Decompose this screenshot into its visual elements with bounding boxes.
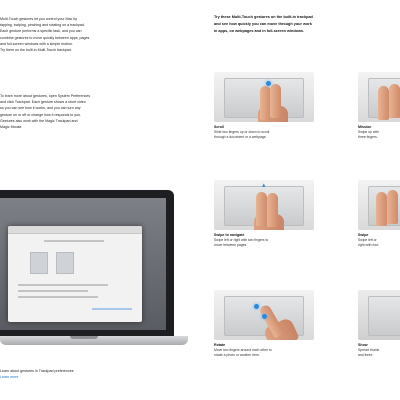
- gesture-image: [214, 180, 314, 230]
- finger-icon: [389, 84, 400, 118]
- text-line: combine gestures to move quickly between apps, pages: [0, 35, 90, 40]
- gesture-video-panel: [56, 252, 74, 274]
- touch-point-icon: [266, 81, 271, 86]
- text-line: Swipe up with: [358, 130, 379, 135]
- text-line: and see how quickly you can move through your work: [214, 22, 312, 26]
- text-line: three fingers.: [358, 135, 378, 140]
- setup-button: [92, 308, 132, 310]
- text-line: Multi-Touch gestures let you control your Mac by: [0, 17, 78, 21]
- gesture-description: [214, 130, 314, 140]
- gesture-card-rotate: [214, 290, 314, 359]
- text-line: so you can see how it works, and you can turn any: [0, 106, 81, 111]
- laptop-notch: [70, 336, 98, 339]
- gesture-video-panel: [30, 252, 48, 274]
- figure-caption: [0, 368, 74, 380]
- text-line: Swipe left or: [358, 238, 377, 243]
- text-line: Each gesture performs a specific task, and you can: [0, 29, 82, 34]
- touch-point-icon: [254, 304, 259, 309]
- gesture-card-show-desktop: [358, 290, 400, 359]
- text-line: and click Trackpad. Each gesture shows a short video: [0, 100, 86, 105]
- text-line: through a document or a webpage.: [214, 135, 267, 140]
- text-line: Spread thumb: [358, 348, 380, 353]
- laptop-lid: [0, 190, 174, 338]
- text-line: Try them on the built-in Multi-Touch trackpad.: [0, 48, 72, 53]
- text-line: Swipe left or right with two fingers to: [214, 238, 269, 243]
- gesture-image: [358, 180, 400, 230]
- gesture-image: [358, 290, 400, 340]
- learn-more-link[interactable]: Learn more: [0, 375, 19, 379]
- gesture-description: [358, 348, 400, 358]
- gesture-card-mission: [358, 72, 400, 141]
- intro-paragraph-2: [0, 93, 188, 130]
- text-line: To learn more about gestures, open System Preferences: [0, 94, 91, 98]
- gesture-description: [214, 348, 314, 358]
- text-line: rotate a photo or another item.: [214, 353, 260, 358]
- gesture-description: [358, 130, 400, 140]
- gesture-description: [358, 238, 400, 248]
- setting-row: [18, 290, 88, 292]
- gesture-title: Show: [358, 343, 368, 347]
- text-line: Gestures also work with the Magic Trackpad and: [0, 118, 78, 123]
- gesture-title: Mission: [358, 125, 372, 129]
- text-line: Move two fingers around each other to: [214, 348, 272, 353]
- text-line: tapping, swiping, pinching and rotating on a trackpad.: [0, 23, 85, 28]
- gesture-image: [214, 72, 314, 122]
- text-line: and three.: [358, 353, 374, 358]
- finger-icon: [376, 192, 387, 226]
- finger-icon: [387, 190, 398, 224]
- text-line: Try these Multi-Touch gestures on the built-in trackpad: [214, 15, 313, 19]
- gesture-description: [214, 238, 314, 248]
- gestures-intro: [214, 14, 400, 35]
- arrow-up-icon: ▴: [262, 181, 266, 189]
- gesture-image: [358, 72, 400, 122]
- macbook-illustration: [0, 190, 188, 350]
- laptop-base: [0, 336, 188, 345]
- text-line: right with four.: [358, 243, 380, 248]
- finger-icon: [270, 84, 281, 118]
- caption-text: Learn about gestures in Trackpad preferences: [0, 369, 74, 373]
- laptop-screen: [0, 198, 166, 330]
- text-line: and full-screen windows with a simple motion.: [0, 41, 73, 46]
- text-line: Slide two fingers up or down to scroll: [214, 130, 270, 135]
- intro-paragraph-1: [0, 16, 188, 53]
- gesture-card-scroll: [214, 72, 314, 141]
- gesture-title: Rotate: [214, 343, 226, 347]
- finger-icon: [267, 193, 278, 227]
- gesture-card-swipe-fullscreen: [358, 180, 400, 249]
- window-titlebar: [8, 226, 142, 234]
- text-line: gesture on or off or change how it responds to you.: [0, 112, 82, 117]
- gesture-title: Swipe to navigate: [214, 233, 245, 237]
- finger-icon: [378, 86, 389, 120]
- touch-point-icon: [262, 314, 267, 319]
- text-line: in apps, on webpages and in full-screen windows.: [214, 29, 305, 33]
- setting-row: [18, 296, 98, 298]
- gesture-title: Swipe: [358, 233, 369, 237]
- setting-row: [18, 284, 108, 286]
- gesture-image: [214, 290, 314, 340]
- gesture-card-swipe: [214, 180, 314, 249]
- finger-icon: [256, 192, 267, 226]
- gesture-title: Scroll: [214, 125, 224, 129]
- trackpad-surface: [368, 296, 400, 336]
- text-line: move between pages.: [214, 243, 248, 248]
- trackpad-preferences-window: [8, 226, 142, 322]
- text-line: Magic Mouse.: [0, 125, 23, 130]
- tab-bar: [44, 240, 104, 242]
